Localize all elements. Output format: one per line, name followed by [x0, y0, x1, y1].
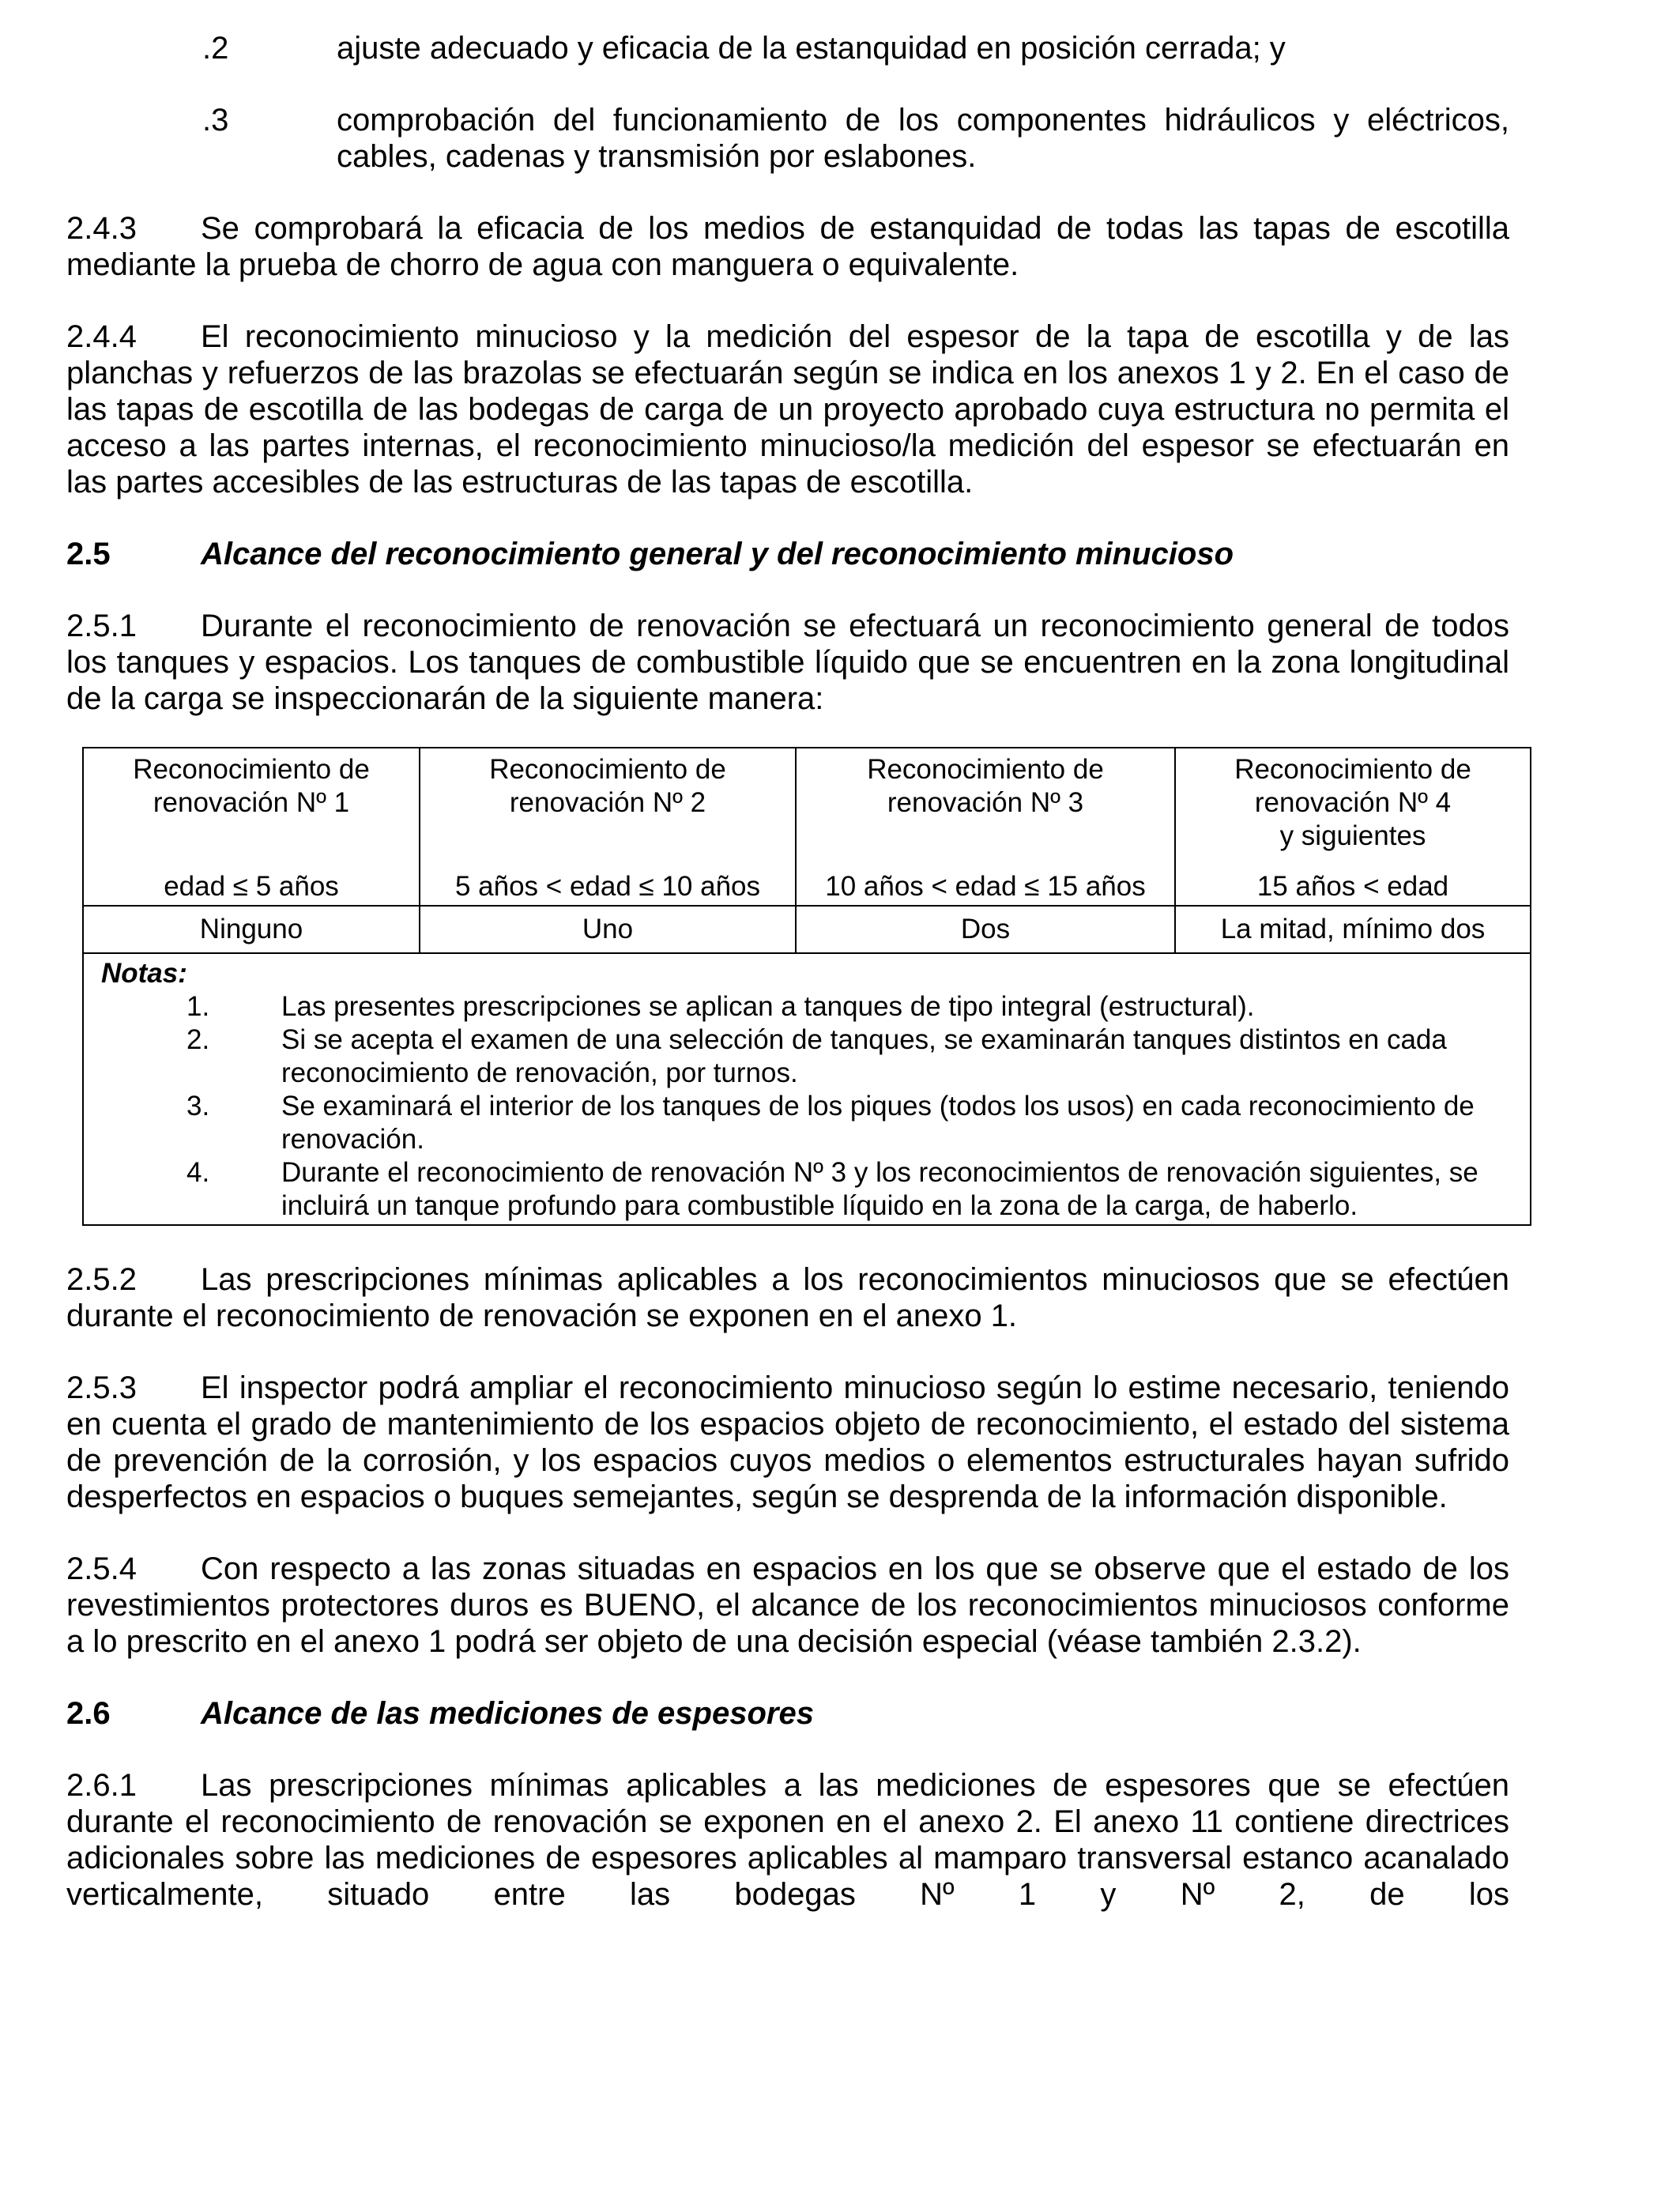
list-item [66, 30, 1509, 66]
paragraph-number: 2.4.4 [66, 319, 137, 354]
note-text: Si se acepta el examen de una selección de tanques, se examinarán tanques distintos en cada reconocimiento de renovación, por turnos. [281, 1024, 1447, 1088]
list-item-text: comprobación del funcionamiento de los componentes hidráulicos y eléctricos, cables, cadenas y transmisión por eslabones. [337, 103, 1509, 174]
header-line: renovación Nº 1 [153, 787, 350, 818]
table-notes-row [83, 953, 1531, 1225]
paragraph-text: El inspector podrá ampliar el reconocimiento minucioso según lo estime necesario, teniendo en cuenta el grado de mantenimiento de los espacios objeto de reconocimiento, el estado del sistema de prevención de la corrosión, y los espacios cuyos medios o elementos estructurales hayan sufrido desperfectos en espacios o buques semejantes, según se desprenda de la información disponible. [66, 1370, 1509, 1514]
list-item-number: .2 [202, 31, 229, 66]
note-item [101, 1023, 1514, 1090]
paragraph-2-5-2 [66, 1261, 1509, 1334]
paragraph-text: Las prescripciones mínimas aplicables a los reconocimientos minuciosos que se efectúen durante el reconocimiento de renovación se exponen en el anexo 1. [66, 1262, 1509, 1333]
paragraph-number: 2.6.1 [66, 1768, 137, 1803]
table-header-cell [1175, 748, 1531, 906]
section-heading-2-6 [66, 1695, 1509, 1732]
header-line: Reconocimiento de [489, 754, 726, 785]
paragraph-number: 2.5.2 [66, 1262, 137, 1297]
note-item [101, 1156, 1514, 1223]
section-number: 2.6 [66, 1696, 111, 1731]
section-heading-2-5 [66, 536, 1509, 572]
note-number: 1. [186, 991, 210, 1022]
note-text: Las presentes prescripciones se aplican a tanques de tipo integral (estructural). [281, 991, 1255, 1022]
paragraph-text: Durante el reconocimiento de renovación se efectuará un reconocimiento general de todos los tanques y espacios. Los tanques de combustible líquido que se encuentren en la zona longitudinal de la carga se inspeccionarán de la siguiente manera: [66, 609, 1509, 716]
list-item [66, 102, 1509, 175]
header-line: Reconocimiento de [133, 754, 370, 785]
notes-title: Notas: [101, 958, 187, 989]
document-body [66, 30, 1509, 1913]
note-text: Durante el reconocimiento de renovación Nº 3 y los reconocimientos de renovación siguientes, se incluirá un tanque profundo para combustible líquido en la zona de la carga, de haberlo. [281, 1157, 1478, 1221]
paragraph-2-5-3 [66, 1370, 1509, 1515]
table-header-cell [796, 748, 1175, 906]
paragraph-text: Las prescripciones mínimas aplicables a las mediciones de espesores que se efectúen durante el reconocimiento de renovación se exponen en el anexo 2. El anexo 11 contiene directrices adicionales sobre las mediciones de espesores aplicables al mamparo transversal estanco acanalado verticalmente, situado entre las bodegas Nº 1 y Nº 2, de los [66, 1768, 1509, 1912]
section-title: Alcance del reconocimiento general y del reconocimiento minucioso [201, 537, 1234, 571]
age-range: 5 años < edad ≤ 10 años [454, 871, 761, 902]
table-header-cell [420, 748, 796, 906]
header-line: renovación Nº 4 [1254, 787, 1452, 818]
list-item-text: ajuste adecuado y eficacia de la estanquidad en posición cerrada; y [337, 31, 1286, 66]
age-range: edad ≤ 5 años [164, 871, 339, 902]
table-notes-cell [83, 953, 1531, 1225]
note-number: 3. [186, 1091, 210, 1122]
age-range: 15 años < edad [1256, 871, 1449, 902]
header-line: Reconocimiento de [867, 754, 1104, 785]
table-cell: Ninguno [83, 906, 420, 953]
table-header-row [83, 748, 1531, 906]
paragraph-number: 2.5.1 [66, 609, 137, 643]
paragraph-2-4-4 [66, 319, 1509, 500]
paragraph-number: 2.4.3 [66, 211, 137, 246]
note-text: Se examinará el interior de los tanques de los piques (todos los usos) en cada reconocimiento de renovación. [281, 1091, 1475, 1155]
paragraph-text: Se comprobará la eficacia de los medios de estanquidad de todas las tapas de escotilla mediante la prueba de chorro de agua con manguera o equivalente. [66, 211, 1509, 282]
section-title: Alcance de las mediciones de espesores [201, 1696, 814, 1731]
note-number: 2. [186, 1024, 210, 1055]
table-cell: La mitad, mínimo dos [1175, 906, 1531, 953]
age-range: 10 años < edad ≤ 15 años [825, 871, 1146, 902]
header-line: Reconocimiento de [1234, 754, 1471, 785]
survey-requirements-table [82, 747, 1531, 1226]
table-cell: Uno [420, 906, 796, 953]
table-cell: Dos [796, 906, 1175, 953]
paragraph-2-4-3 [66, 210, 1509, 283]
header-line: y siguientes [1279, 820, 1426, 851]
header-line: renovación Nº 2 [509, 787, 706, 818]
note-item [101, 990, 1514, 1023]
paragraph-2-5-4 [66, 1551, 1509, 1660]
table-row [83, 906, 1531, 953]
paragraph-2-6-1 [66, 1767, 1509, 1913]
paragraph-number: 2.5.3 [66, 1370, 137, 1405]
paragraph-text: El reconocimiento minucioso y la medición del espesor de la tapa de escotilla y de las planchas y refuerzos de las brazolas se efectuarán según se indica en los anexos 1 y 2. En el caso de las tapas de escotilla de las bodegas de carga de un proyecto aprobado cuya estructura no permita el acceso a las partes internas, el reconocimiento minucioso/la medición del espesor se efectuarán en las partes accesibles de las estructuras de las tapas de escotilla. [66, 319, 1509, 499]
header-line: renovación Nº 3 [887, 787, 1084, 818]
note-number: 4. [186, 1157, 210, 1188]
paragraph-2-5-1 [66, 608, 1509, 717]
paragraph-text: Con respecto a las zonas situadas en espacios en los que se observe que el estado de los revestimientos protectores duros es BUENO, el alcance de los reconocimientos minuciosos conforme a lo prescrito en el anexo 1 podrá ser objeto de una decisión especial (véase también 2.3.2). [66, 1551, 1509, 1659]
paragraph-number: 2.5.4 [66, 1551, 137, 1586]
table-header-cell [83, 748, 420, 906]
note-item [101, 1090, 1514, 1156]
section-number: 2.5 [66, 537, 111, 571]
list-item-number: .3 [202, 103, 229, 138]
